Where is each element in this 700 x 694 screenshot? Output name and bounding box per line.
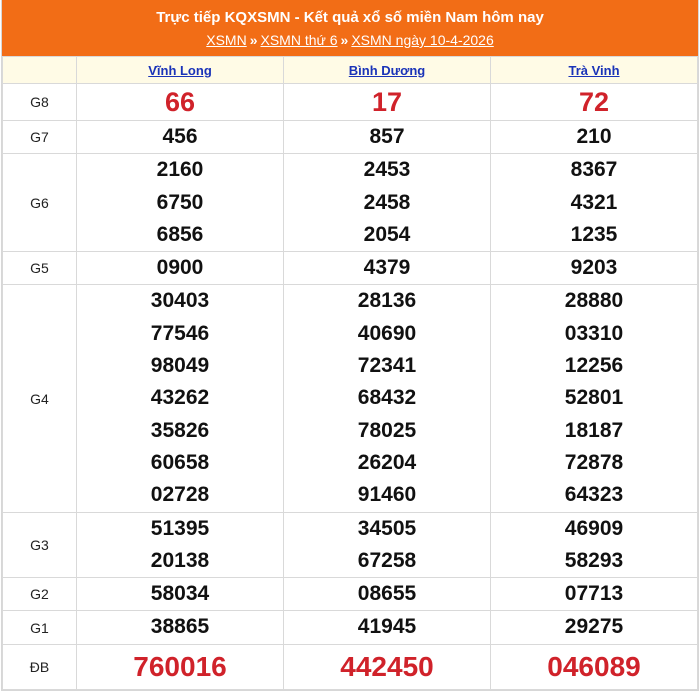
prize-cell <box>491 285 698 512</box>
prize-number: 30403 <box>150 289 210 313</box>
prize-number: 68432 <box>357 386 417 410</box>
prize-cell <box>77 644 284 689</box>
page-title: Trực tiếp KQXSMN - Kết quả xổ số miền Nam hôm nay <box>156 9 544 26</box>
prize-number: 72341 <box>357 354 417 378</box>
prize-label: G6 <box>3 154 77 252</box>
prize-number: 2453 <box>363 158 411 182</box>
prize-number: 03310 <box>564 321 624 345</box>
breadcrumb-xsmn-date-link[interactable]: XSMN ngày 10-4-2026 <box>351 32 494 48</box>
prize-cell <box>284 578 491 611</box>
prize-number: 66 <box>164 86 196 117</box>
prize-row <box>3 611 698 644</box>
prize-row <box>3 644 698 689</box>
prize-number: 34505 <box>357 516 417 540</box>
province-header <box>284 57 491 84</box>
prize-cell <box>284 154 491 252</box>
prize-number: 6750 <box>156 190 204 214</box>
results-table <box>2 56 698 690</box>
prize-number: 67258 <box>357 548 417 572</box>
prize-number: 760016 <box>133 650 227 682</box>
province-link-tra-vinh[interactable]: Trà Vinh <box>568 62 620 78</box>
prize-cell <box>284 611 491 644</box>
prize-number: 77546 <box>150 321 210 345</box>
breadcrumb-xsmn-link[interactable]: XSMN <box>206 32 247 48</box>
prize-number: 8367 <box>570 158 618 182</box>
prize-row <box>3 285 698 512</box>
province-header <box>491 57 698 84</box>
prize-table-body <box>3 84 698 690</box>
prize-row <box>3 252 698 285</box>
results-panel <box>1 0 699 691</box>
prize-number: 41945 <box>357 615 417 639</box>
prize-number: 0900 <box>156 256 204 280</box>
prize-number: 51395 <box>150 516 210 540</box>
prize-label: G1 <box>3 611 77 644</box>
prize-label: G4 <box>3 285 77 512</box>
prize-number: 98049 <box>150 354 210 378</box>
prize-number: 1235 <box>570 222 618 246</box>
prize-label: G8 <box>3 84 77 121</box>
prize-cell <box>491 84 698 121</box>
prize-cell <box>284 252 491 285</box>
prize-number: 28136 <box>357 289 417 313</box>
province-header <box>77 57 284 84</box>
prize-row <box>3 512 698 578</box>
prize-cell <box>77 84 284 121</box>
results-header <box>2 0 698 56</box>
prize-cell <box>284 285 491 512</box>
prize-row <box>3 121 698 154</box>
prize-cell <box>491 121 698 154</box>
prize-row <box>3 578 698 611</box>
prize-number: 26204 <box>357 450 417 474</box>
prize-cell <box>77 252 284 285</box>
province-link-binh-duong[interactable]: Bình Dương <box>348 62 426 78</box>
prize-cell <box>491 154 698 252</box>
prize-number: 35826 <box>150 418 210 442</box>
prize-number: 18187 <box>564 418 624 442</box>
prize-number: 72878 <box>564 450 624 474</box>
prize-cell <box>284 644 491 689</box>
prize-number: 60658 <box>150 450 210 474</box>
prize-number: 456 <box>162 125 198 148</box>
prize-number: 20138 <box>150 548 210 572</box>
prize-number: 857 <box>369 125 405 148</box>
breadcrumb-xsmn-friday-link[interactable]: XSMN thứ 6 <box>260 32 338 48</box>
breadcrumb-separator: » <box>340 32 349 48</box>
prize-number: 9203 <box>570 256 618 280</box>
prize-number: 2160 <box>156 158 204 182</box>
prize-number: 6856 <box>156 222 204 246</box>
province-header-row <box>3 57 698 84</box>
prize-cell <box>77 578 284 611</box>
prize-number: 52801 <box>564 386 624 410</box>
prize-number: 28880 <box>564 289 624 313</box>
corner-cell <box>3 57 77 84</box>
prize-number: 40690 <box>357 321 417 345</box>
prize-number: 43262 <box>150 386 210 410</box>
prize-cell <box>284 512 491 578</box>
prize-number: 29275 <box>564 615 624 639</box>
prize-number: 38865 <box>150 615 210 639</box>
prize-label: G2 <box>3 578 77 611</box>
prize-row <box>3 84 698 121</box>
prize-number: 78025 <box>357 418 417 442</box>
prize-number: 58293 <box>564 548 624 572</box>
province-link-vinh-long[interactable]: Vĩnh Long <box>148 62 212 78</box>
prize-number: 07713 <box>564 582 624 606</box>
prize-cell <box>491 512 698 578</box>
prize-number: 046089 <box>547 650 641 682</box>
prize-cell <box>491 252 698 285</box>
prize-cell <box>77 121 284 154</box>
breadcrumb <box>2 30 698 50</box>
prize-cell <box>284 84 491 121</box>
prize-label: G7 <box>3 121 77 154</box>
prize-number: 02728 <box>150 483 210 507</box>
prize-number: 442450 <box>340 650 434 682</box>
prize-number: 4379 <box>363 256 411 280</box>
prize-number: 72 <box>578 86 610 117</box>
prize-number: 12256 <box>564 354 624 378</box>
prize-number: 2054 <box>363 222 411 246</box>
breadcrumb-separator: » <box>249 32 258 48</box>
prize-label: G3 <box>3 512 77 578</box>
prize-number: 17 <box>371 86 403 117</box>
prize-number: 210 <box>576 125 612 148</box>
prize-row <box>3 154 698 252</box>
prize-label: ĐB <box>3 644 77 689</box>
prize-cell <box>77 512 284 578</box>
prize-number: 2458 <box>363 190 411 214</box>
prize-cell <box>491 611 698 644</box>
prize-number: 08655 <box>357 582 417 606</box>
prize-number: 91460 <box>357 483 417 507</box>
prize-number: 58034 <box>150 582 210 606</box>
prize-number: 4321 <box>570 190 618 214</box>
prize-number: 64323 <box>564 483 624 507</box>
prize-cell <box>491 578 698 611</box>
prize-cell <box>77 611 284 644</box>
prize-cell <box>77 285 284 512</box>
prize-cell <box>491 644 698 689</box>
prize-label: G5 <box>3 252 77 285</box>
prize-cell <box>77 154 284 252</box>
prize-cell <box>284 121 491 154</box>
prize-number: 46909 <box>564 516 624 540</box>
